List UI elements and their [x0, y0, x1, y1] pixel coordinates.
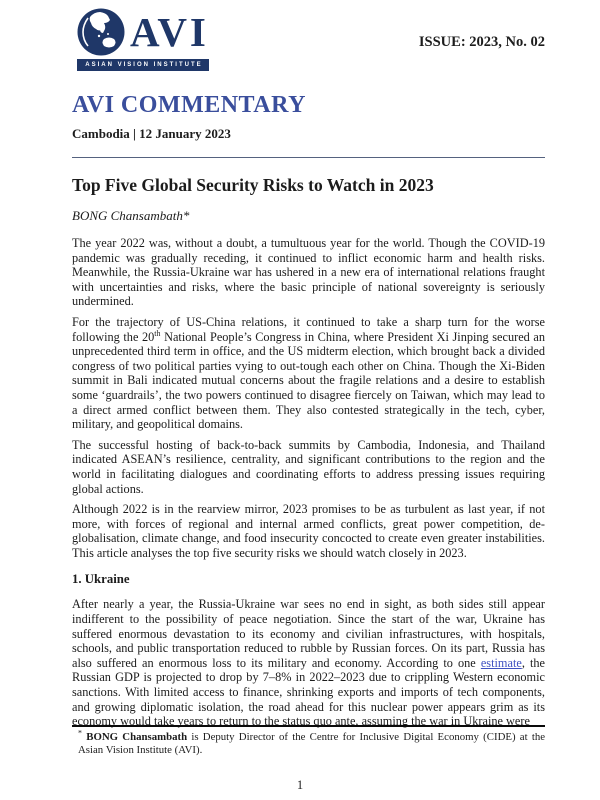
footnote — [72, 728, 546, 758]
page-number: 1 — [296, 778, 304, 792]
paragraph-5 — [72, 597, 545, 728]
header-divider — [72, 157, 545, 158]
article-body — [72, 175, 545, 729]
paragraph-5-post: , the Russian GDP is projected to drop by 7–8% in 2022–2023 due to crippling Western economic sanctions. With limited access to finance, shrinking exports and imports of tech components, and growing diplomatic isolation, the road ahead for this nuclear power appears grim as its economy would take years to return to the status quo ante, assuming the war in Ukraine were — [72, 655, 545, 729]
paragraph-2-pre: For the trajectory of US-China relations, it continued to take a sharp turn for the worse following the 20 — [72, 314, 545, 344]
footnote-area — [72, 725, 545, 758]
masthead — [72, 92, 545, 142]
estimate-link[interactable]: estimate — [480, 655, 522, 670]
page-header — [72, 8, 545, 71]
author-line: BONG Chansambath* — [72, 208, 190, 223]
issue-label: ISSUE: 2023, No. 02 — [418, 34, 545, 50]
publication-title: AVI COMMENTARY — [72, 92, 306, 118]
globe-icon — [77, 8, 125, 56]
logo-institute-bar: ASIAN VISION INSTITUTE — [77, 59, 209, 71]
section-heading-ukraine: 1. Ukraine — [72, 572, 130, 587]
paragraph-4: Although 2022 is in the rearview mirror, 2023 promises to be as turbulent as last year, if not more, with forces of regional and internal armed conflicts, great power competition, de-globalisation, climate change, and food insecurity concocted to create even greater instabilities. This article analyses the top five security risks we should watch closely in 2023. — [72, 502, 545, 560]
ordinal-superscript: th — [154, 328, 161, 338]
avi-logo-top — [77, 8, 209, 56]
paragraph-2-post: National People’s Congress in China, where President Xi Jinping secured an unprecedented third term in office, and the US midterm election, which brought back a divided congress of two political parties vying to out-tough each other on China. Though the Xi-Biden summit in Bali indicated mutual concerns about the fragile relations and a desire to establish some ‘guardrails’, the two powers continued to disagree fiercely on Taiwan, which may lead to a direct armed conflict between them. They also contested strategically in the tech, cyber, military, and geopolitical domains. — [72, 329, 545, 432]
paragraph-3: The successful hosting of back-to-back summits by Cambodia, Indonesia, and Thailand indicated ASEAN’s resilience, centrality, and significant contributions to the region and the world in facilitating dialogues and coordinating efforts to address pressing issues requiring global actions. — [72, 437, 545, 496]
footnote-divider — [72, 725, 545, 727]
footnote-marker: * — [78, 728, 82, 738]
footnote-author: BONG Chansambath — [86, 731, 188, 743]
logo-acronym: AVI — [130, 9, 209, 55]
footnote-text: is Deputy Director of the Centre for Inclusive Digital Economy (CIDE) at the Asian Vision Institute (AVI). — [78, 731, 546, 757]
paragraph-5-pre: After nearly a year, the Russia-Ukraine war sees no end in sight, as both sides still appear indifferent to the possibility of peace negotiation. Since the start of the war, Ukraine has suffered enormous devastation to its economy and civilian infrastructures, with hospitals, schools, and public transportation reduced to rubble by Russian forces. On its part, Russia has also suffered an enormous loss to its military and economy. According to one — [72, 597, 545, 670]
dateline: Cambodia | 12 January 2023 — [72, 126, 231, 141]
paragraph-2 — [72, 315, 545, 432]
paragraph-1: The year 2022 was, without a doubt, a tumultuous year for the world. Though the COVID-19 pandemic was gradually receding, it continued to inflict economic harm and health risks. Meanwhile, the Russia-Ukraine war has ushered in a new era of international relations fraught with uncertainties and risks, where the basic principle of national sovereignty is seriously undermined. — [72, 236, 545, 309]
article-title: Top Five Global Security Risks to Watch in 2023 — [72, 175, 434, 195]
avi-logo — [77, 8, 209, 71]
